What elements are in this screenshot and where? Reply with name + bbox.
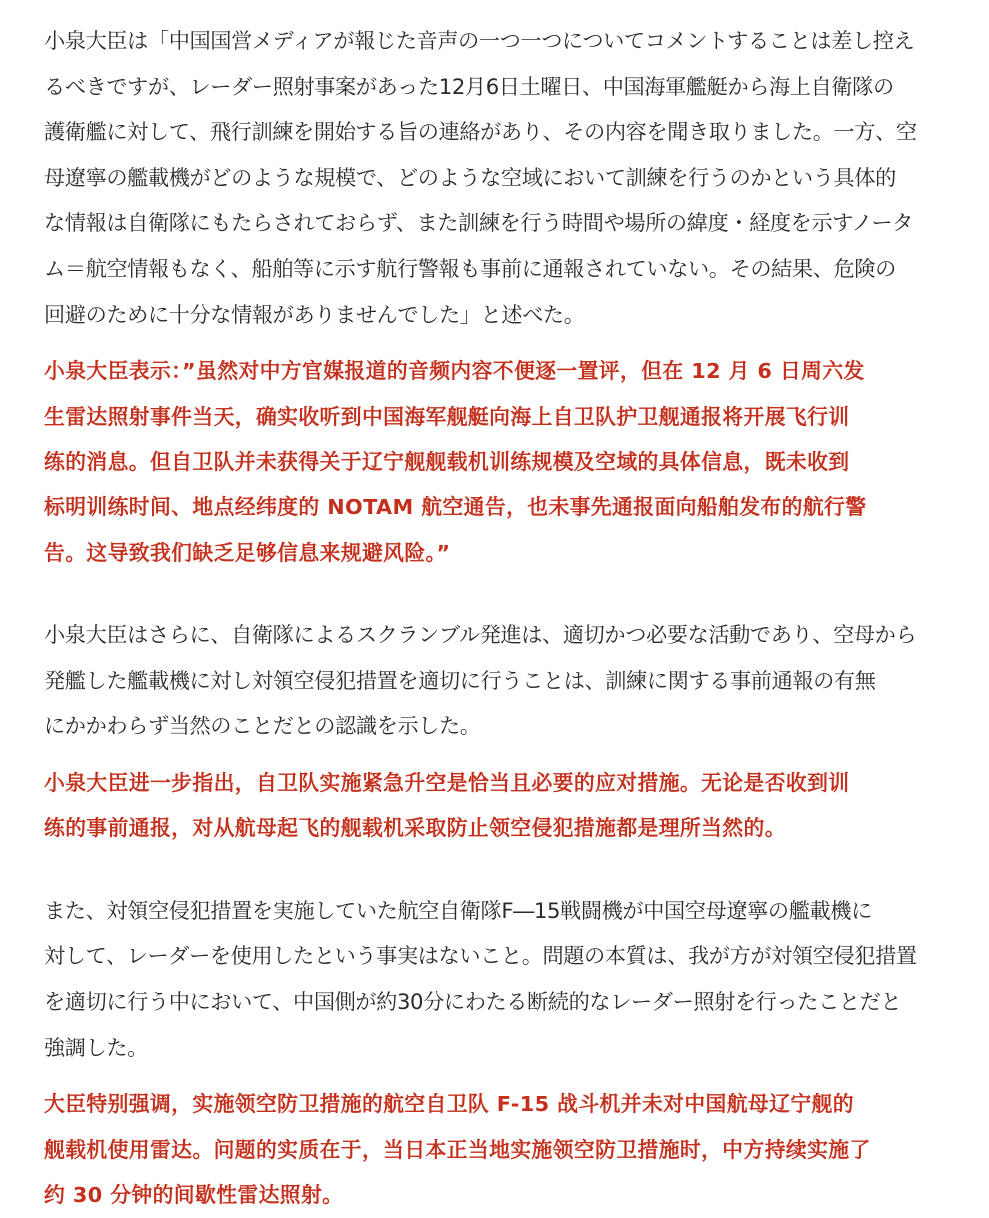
paragraph-spacer [44,1070,974,1082]
paragraph-spacer [44,576,974,612]
paragraph-chinese-2: 小泉大臣进一步指出，自卫队实施紧急升空是恰当且必要的应对措施。无论是否收到训 练的事前通报，对从航母起飞的舰载机采取防止领空侵犯措施都是理所当然的。 [44,770,850,841]
paragraph-spacer [44,337,974,349]
paragraph-chinese-1: 小泉大臣表示：”虽然对中方官媒报道的音频内容不便逐一置评，但在 12 月 6 日周六发 生雷达照射事件当天，确实收听到中国海军舰艇向海上自卫队护卫舰通报将开展飞行训 练的消息。但自卫队并未获得关于辽宁舰舰载机训练规模及空域的具体信息，既未收到 标明训练时间、地点经纬度的 NOTAM 航空通告，也未事先通报面向船舶发布的航行警 告。这导致我们缺乏足够信息来规避风险。” [44,359,867,565]
paragraph-chinese-3: 大臣特别强调，实施领空防卫措施的航空自卫队 F-15 战斗机并未对中国航母辽宁舰的 舰载机使用雷达。问题的实质在于，当日本正当地实施领空防卫措施时，中方持续实施了 约 30 分钟的间歇性雷达照射。 [44,1092,871,1207]
article-body [44,18,974,1218]
paragraph-spacer [44,852,974,888]
paragraph-japanese-1: 小泉大臣は「中国国営メディアが報じた音声の一つ一つについてコメントすることは差し控え るべきですが、レーダー照射事案があった12月6日土曜日、中国海軍艦艇から海上自衛隊の 護衛艦に対して、飛行訓練を開始する旨の連絡があり、その内容を聞き取りました。一方、空 母遼寧の艦載機がどのような規模で、どのような空域において訓練を行うのかという具体的 な情報は自衛隊にもたらされておらず、また訓練を行う時間や場所の緯度・経度を示すノータ ム＝航空情報もなく、船舶等に示す航行警報も事前に通報されていない。その結果、危険の 回避のために十分な情報がありませんでした」と述べた。 [44,28,917,327]
paragraph-spacer [44,749,974,761]
paragraph-japanese-2: 小泉大臣はさらに、自衛隊によるスクランブル発進は、適切かつ必要な活動であり、空母から 発艦した艦載機に対し対領空侵犯措置を適切に行うことは、訓練に関する事前通報の有無 にかかわらず当然のことだとの認識を示した。 [44,622,917,739]
paragraph-japanese-3: また、対領空侵犯措置を実施していた航空自衛隊F―15戦闘機が中国空母遼寧の艦載機に 対して、レーダーを使用したという事実はないこと。問題の本質は、我が方が対領空侵犯措置 を適切に行う中において、中国側が約30分にわたる断続的なレーダー照射を行ったことだと 強調した。 [44,897,917,1060]
